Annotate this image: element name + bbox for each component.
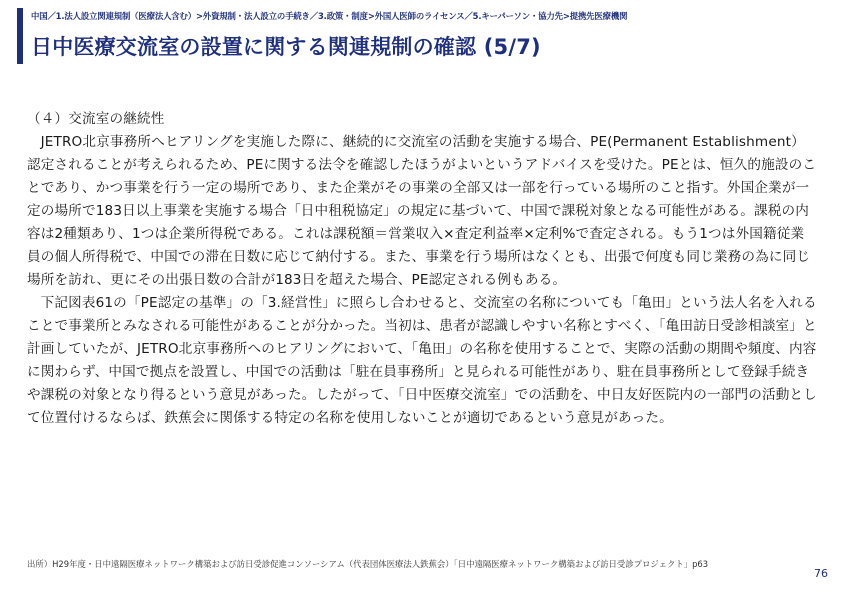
page-title: 日中医療交流室の設置に関する関連規制の確認 (5/7) — [31, 35, 541, 59]
breadcrumb: 中国／1.法人設立関連規制（医療法人含む）>外資規制・法人設立の手続き／3.政策・制度>外国人医師のライセンス／5.キーパーソン・協力先>提携先医療機関 — [31, 11, 628, 21]
source-footnote: 出所）H29年度・日中遠隔医療ネットワーク構築および訪日受診促進コンソーシアム（代表団体医療法人鉄蕉会）「日中遠隔医療ネットワーク構築および訪日受診プロジェクト」p63 — [27, 559, 709, 569]
body-text — [27, 108, 817, 430]
title-accent-bar — [17, 8, 23, 64]
paragraph-pe-certification: JETRO北京事務所へヒアリングを実施した際に、継続的に交流室の活動を実施する場合、PE(Permanent Establishment）認定されることが考えられるため、PEに関する法令を確認したほうがよいというアドバイスを受けた。PEとは、恒久的施設のことであり、かつ事業を行う一定の場所であり、また企業がその事業の全部又は一部を行っている場所のこと指す。外国企業が一定の場所で183日以上事業を実施する場合「日中租税協定」の規定に基づいて、中国で課税対象となる可能性がある。課税の内容は2種類あり、1つは企業所得税である。これは課税額＝営業収入×査定利益率×定利%で査定される。もう1つは外国籍従業員の個人所得税で、中国での滞在日数に応じて納付する。また、事業を行う場所はなくとも、出張で何度も同じ業務の為に同じ場所を訪れ、更にその出張日数の合計が183日を超えた場合、PE認定される例もある。 — [27, 134, 817, 288]
paragraph-naming: 下記図表61の「PE認定の基準」の「3.経営性」に照らし合わせると、交流室の名称についても「亀田」という法人名を入れることで事業所とみなされる可能性があることが分かった。当初は、患者が認識しやすい名称とすべく、「亀田訪日受診相談室」と計画していたが、JETRO北京事務所へのヒアリングにおいて、「亀田」の名称を使用することで、実際の活動の期間や頻度、内容に関わらず、中国で拠点を設置し、中国での活動は「駐在員事務所」と見られる可能性があり、駐在員事務所として登録手続きや課税の対象となり得るという意見があった。したがって、「日中医療交流室」での活動を、中日友好医院内の一部門の活動として位置付けるならば、鉄蕉会に関係する特定の名称を使用しないことが適切であるという意見があった。 — [27, 295, 817, 426]
section-heading: （４）交流室の継続性 — [27, 111, 165, 127]
page-number: 76 — [814, 567, 828, 580]
